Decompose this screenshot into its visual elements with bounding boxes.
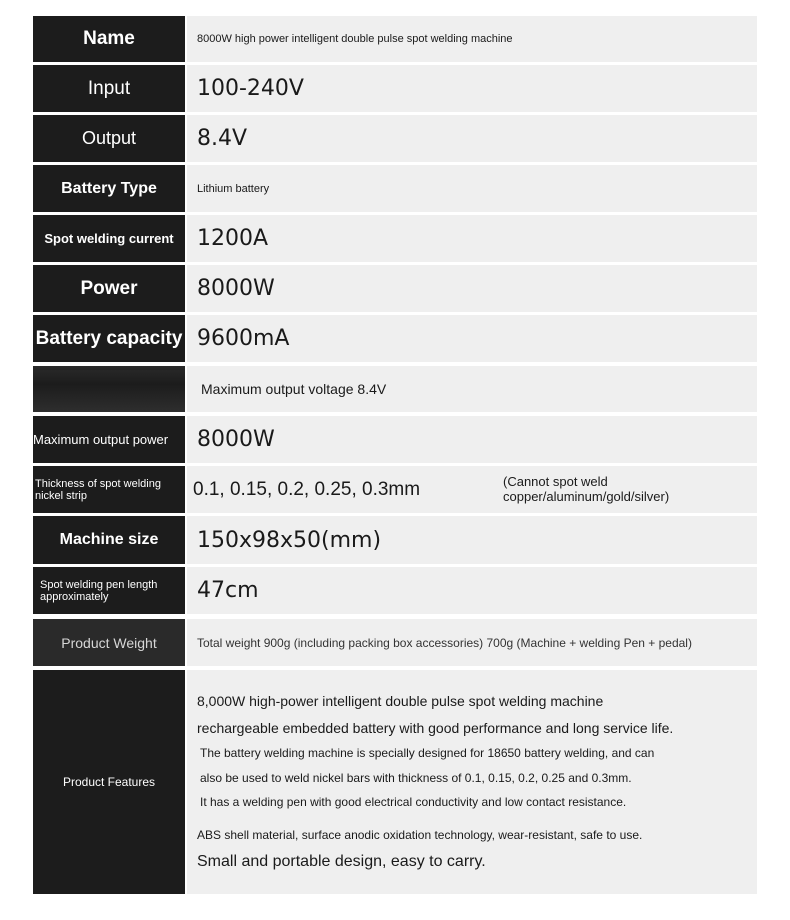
feature-line: also be used to weld nickel bars with thickness of 0.1, 0.15, 0.2, 0.25 and 0.3mm. [200,770,632,785]
value-output: 8.4V [187,115,757,162]
value-battery-type: Lithium battery [187,165,757,212]
label-max-voltage [33,366,185,412]
feature-line: Small and portable design, easy to carry. [197,852,486,870]
value-max-power: 8000W [187,416,757,463]
row-current [33,215,757,262]
value-power: 8000W [187,265,757,312]
thickness-values: 0.1, 0.15, 0.2, 0.25, 0.3mm [193,478,421,500]
label-size: Machine size [33,516,185,564]
row-size [33,516,757,564]
row-thickness [33,466,757,513]
row-input [33,65,757,112]
value-thickness [187,466,757,513]
features-list [187,670,757,894]
row-capacity [33,315,757,362]
label-thickness: Thickness of spot welding nickel strip [33,466,185,513]
label-output: Output [33,115,185,162]
label-power: Power [33,265,185,312]
label-weight: Product Weight [33,619,185,666]
feature-line: ABS shell material, surface anodic oxidation technology, wear-resistant, safe to use. [197,827,643,842]
row-weight [33,619,757,666]
row-output [33,115,757,162]
label-max-power: Maximum output power [33,416,185,463]
value-max-voltage: Maximum output voltage 8.4V [187,366,757,412]
feature-line: The battery welding machine is specially designed for 18650 battery welding, and can [200,746,655,761]
row-max-voltage [33,366,757,412]
feature-line: 8,000W high-power intelligent double pulse spot welding machine [197,692,604,709]
row-name [33,16,757,62]
feature-line: rechargeable embedded battery with good performance and long service life. [197,719,674,736]
row-battery-type [33,165,757,212]
label-capacity: Battery capacity [33,315,185,362]
label-battery-type: Battery Type [33,165,185,212]
label-name: Name [33,16,185,62]
value-size: 150x98x50(mm) [187,516,757,564]
row-max-power [33,416,757,463]
label-pen-length: Spot welding pen length approximately [33,567,185,614]
value-weight: Total weight 900g (including packing box accessories) 700g (Machine + welding Pen + pedal) [187,619,757,666]
row-features [33,670,757,894]
value-name: 8000W high power intelligent double pulse spot welding machine [187,16,757,62]
row-pen-length [33,567,757,614]
label-current: Spot welding current [33,215,185,262]
value-pen-length: 47cm [187,567,757,614]
value-input: 100-240V [187,65,757,112]
row-power [33,265,757,312]
value-current: 1200A [187,215,757,262]
label-input: Input [33,65,185,112]
feature-line: It has a welding pen with good electrical conductivity and low contact resistance. [200,795,627,810]
thickness-note: (Cannot spot weld copper/aluminum/gold/silver) [503,474,670,504]
value-capacity: 9600mA [187,315,757,362]
label-features: Product Features [33,670,185,894]
